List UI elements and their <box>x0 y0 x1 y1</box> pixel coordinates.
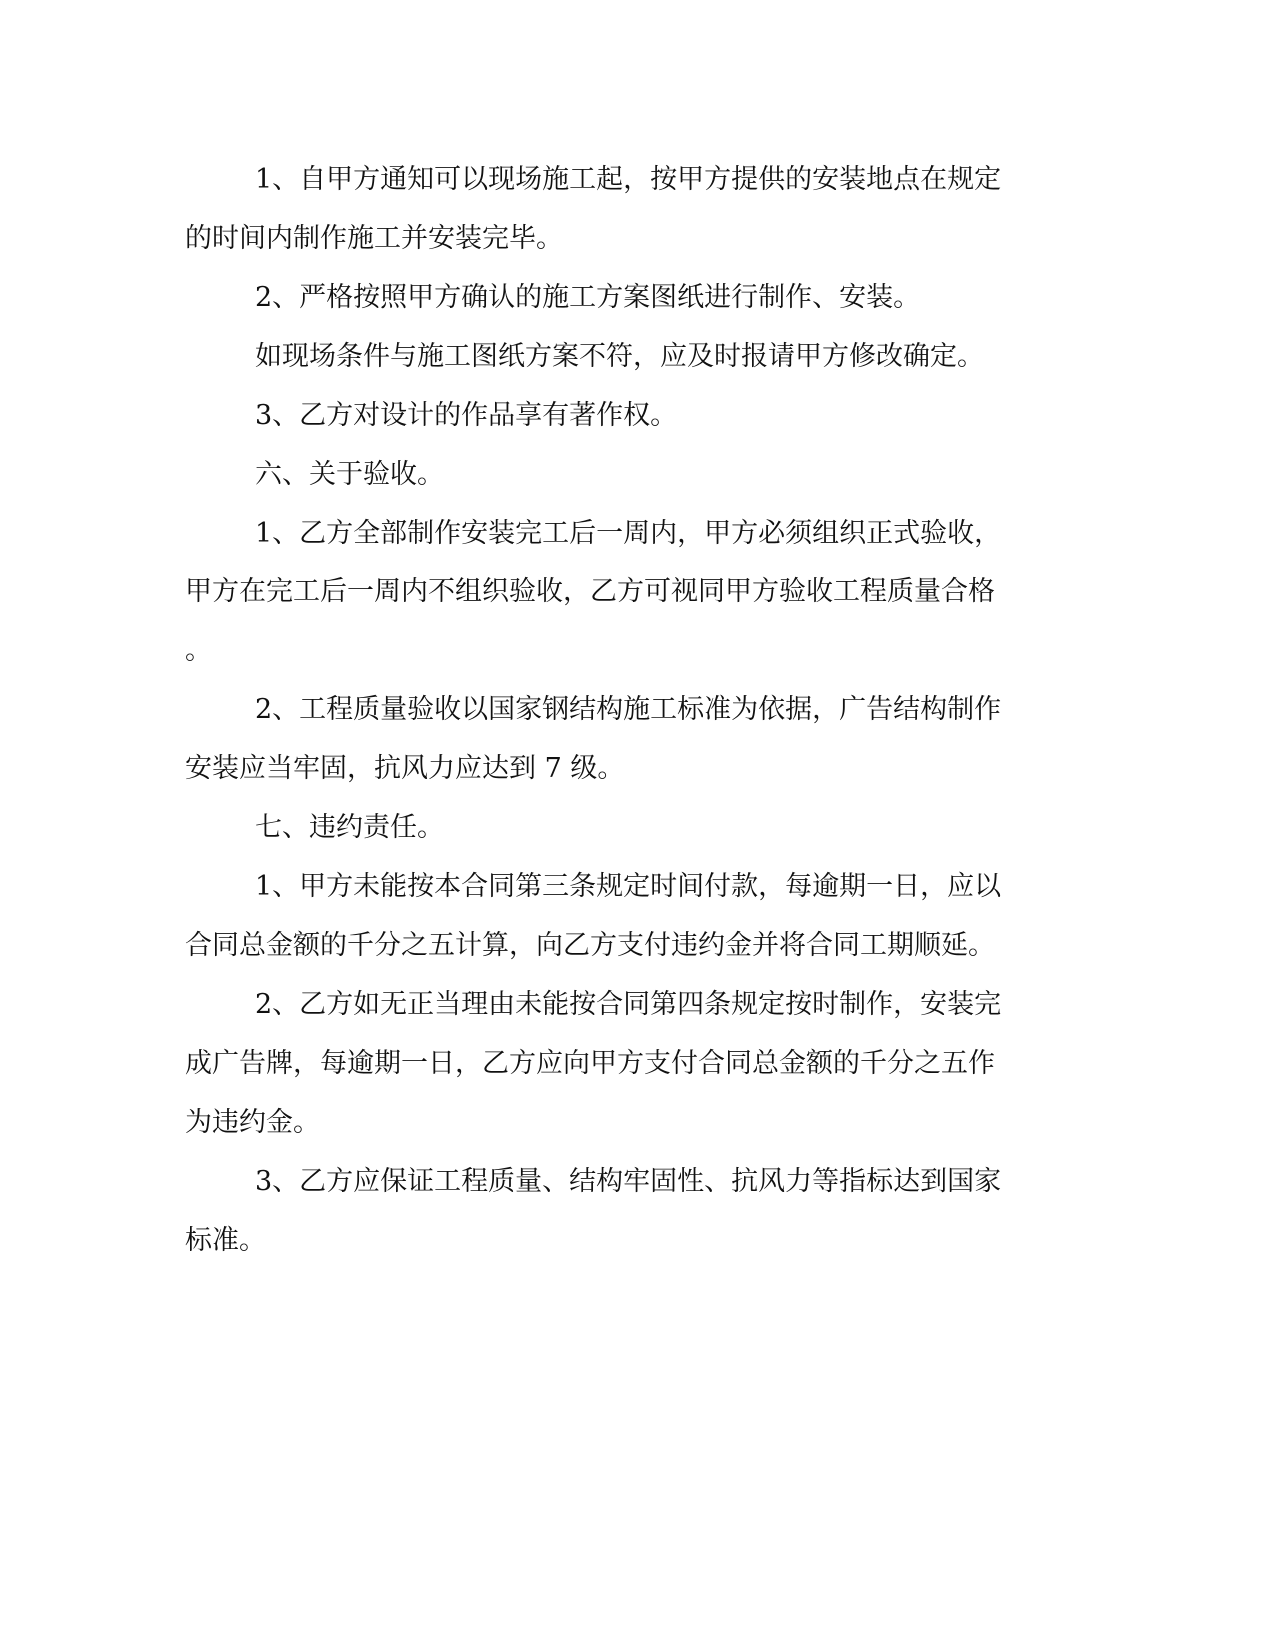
paragraph-line: 安装应当牢固，抗风力应达到 7 级。 <box>185 753 625 784</box>
paragraph-line: 2、严格按照甲方确认的施工方案图纸进行制作、安装。 <box>255 282 921 313</box>
paragraph-line: 如现场条件与施工图纸方案不符，应及时报请甲方修改确定。 <box>255 341 984 372</box>
paragraph-line: 2、工程质量验收以国家钢结构施工标准为依据，广告结构制作 <box>255 694 1002 725</box>
paragraph-line: 为违约金。 <box>185 1107 320 1138</box>
section-heading: 六、关于验收。 <box>255 459 444 490</box>
paragraph-line: 1、自甲方通知可以现场施工起，按甲方提供的安装地点在规定 <box>255 164 1002 195</box>
paragraph-line: 1、乙方全部制作安装完工后一周内，甲方必须组织正式验收， <box>255 518 1002 549</box>
section-heading: 七、违约责任。 <box>255 812 444 843</box>
paragraph-line: 的时间内制作施工并安装完毕。 <box>185 223 563 254</box>
paragraph-line: 3、乙方对设计的作品享有著作权。 <box>255 400 678 431</box>
paragraph-line: 合同总金额的千分之五计算，向乙方支付违约金并将合同工期顺延。 <box>185 930 995 961</box>
paragraph-line: 2、乙方如无正当理由未能按合同第四条规定按时制作，安装完 <box>255 989 1002 1020</box>
paragraph-line: 标准。 <box>185 1225 266 1256</box>
paragraph-line: 3、乙方应保证工程质量、结构牢固性、抗风力等指标达到国家 <box>255 1166 1002 1197</box>
paragraph-line: 甲方在完工后一周内不组织验收，乙方可视同甲方验收工程质量合格 <box>185 576 995 607</box>
paragraph-line: 成广告牌，每逾期一日，乙方应向甲方支付合同总金额的千分之五作 <box>185 1048 995 1079</box>
paragraph-line: 。 <box>185 635 212 666</box>
paragraph-line: 1、甲方未能按本合同第三条规定时间付款，每逾期一日，应以 <box>255 871 1002 902</box>
